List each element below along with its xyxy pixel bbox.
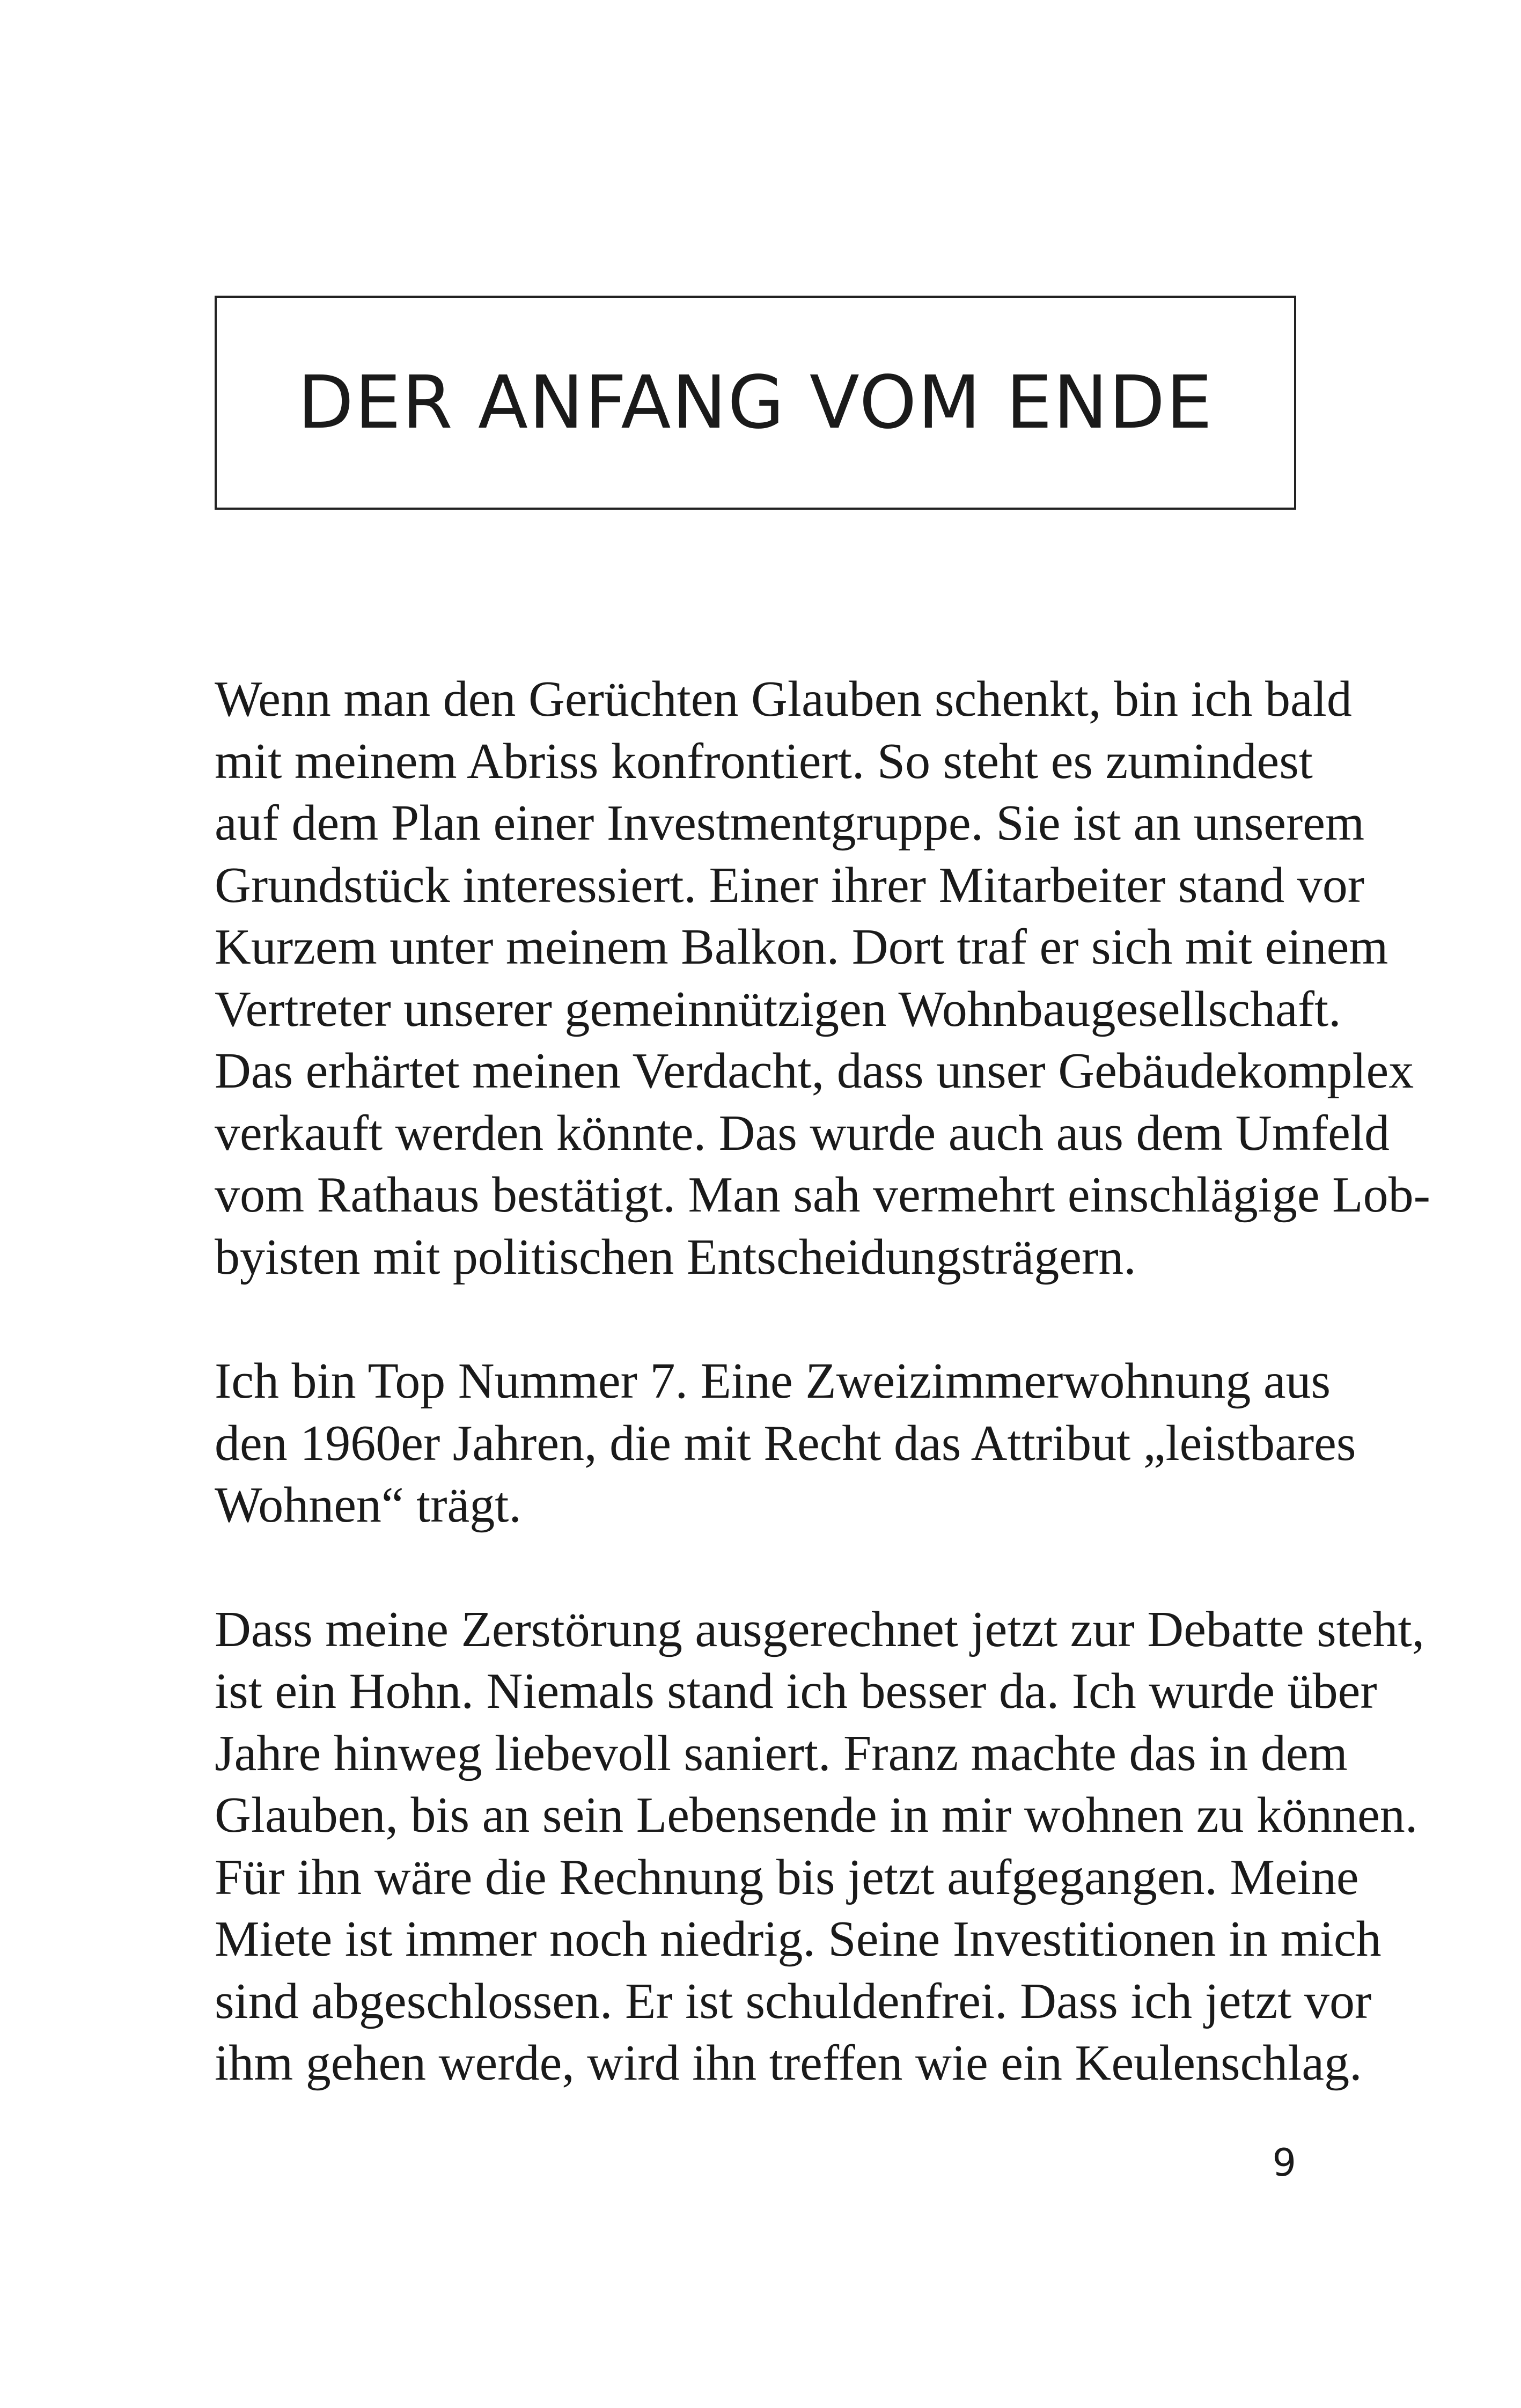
- text-line: vom Rathaus bestätigt. Man sah vermehrt einschlägige Lob-: [215, 1167, 1430, 1223]
- paragraph-2: [215, 1350, 1356, 1537]
- text-line: Vertreter unserer gemeinnützigen Wohnbaugesellschaft.: [215, 981, 1341, 1037]
- page-number: 9: [1272, 2141, 1296, 2185]
- text-line: Wenn man den Gerüchten Glauben schenkt, bin ich bald: [215, 671, 1352, 727]
- text-line: ihm gehen werde, wird ihn treffen wie ein Keulenschlag.: [215, 2035, 1362, 2091]
- text-line: Für ihn wäre die Rechnung bis jetzt aufgegangen. Meine: [215, 1849, 1359, 1905]
- text-line: verkauft werden könnte. Das wurde auch aus dem Umfeld: [215, 1105, 1390, 1161]
- text-line: Ich bin Top Nummer 7. Eine Zweizimmerwohnung aus: [215, 1353, 1331, 1409]
- paragraph-3: [215, 1599, 1425, 2095]
- text-line: Miete ist immer noch niedrig. Seine Investitionen in mich: [215, 1911, 1382, 1967]
- chapter-title-box: [215, 296, 1296, 510]
- text-line: Das erhärtet meinen Verdacht, dass unser Gebäudekomplex: [215, 1043, 1414, 1099]
- text-line: Jahre hinweg liebevoll saniert. Franz machte das in dem: [215, 1725, 1348, 1781]
- text-line: sind abgeschlossen. Er ist schuldenfrei. Dass ich jetzt vor: [215, 1973, 1372, 2029]
- text-line: byisten mit politischen Entscheidungsträgern.: [215, 1229, 1136, 1285]
- text-line: ist ein Hohn. Niemals stand ich besser da. Ich wurde über: [215, 1663, 1377, 1719]
- body-text: [215, 669, 1430, 2157]
- text-line: mit meinem Abriss konfrontiert. So steht es zumindest: [215, 733, 1313, 789]
- text-line: den 1960er Jahren, die mit Recht das Attribut „leistbares: [215, 1415, 1356, 1471]
- text-line: Grundstück interessiert. Einer ihrer Mitarbeiter stand vor: [215, 857, 1365, 913]
- text-line: auf dem Plan einer Investmentgruppe. Sie ist an unserem: [215, 795, 1365, 851]
- chapter-title: DER ANFANG VOM ENDE: [297, 360, 1214, 445]
- text-line: Wohnen“ trägt.: [215, 1477, 521, 1533]
- paragraph-1: [215, 669, 1430, 1288]
- text-line: Glauben, bis an sein Lebensende in mir wohnen zu können.: [215, 1787, 1418, 1843]
- text-line: Kurzem unter meinem Balkon. Dort traf er sich mit einem: [215, 919, 1388, 975]
- text-line: Dass meine Zerstörung ausgerechnet jetzt zur Debatte steht,: [215, 1601, 1425, 1657]
